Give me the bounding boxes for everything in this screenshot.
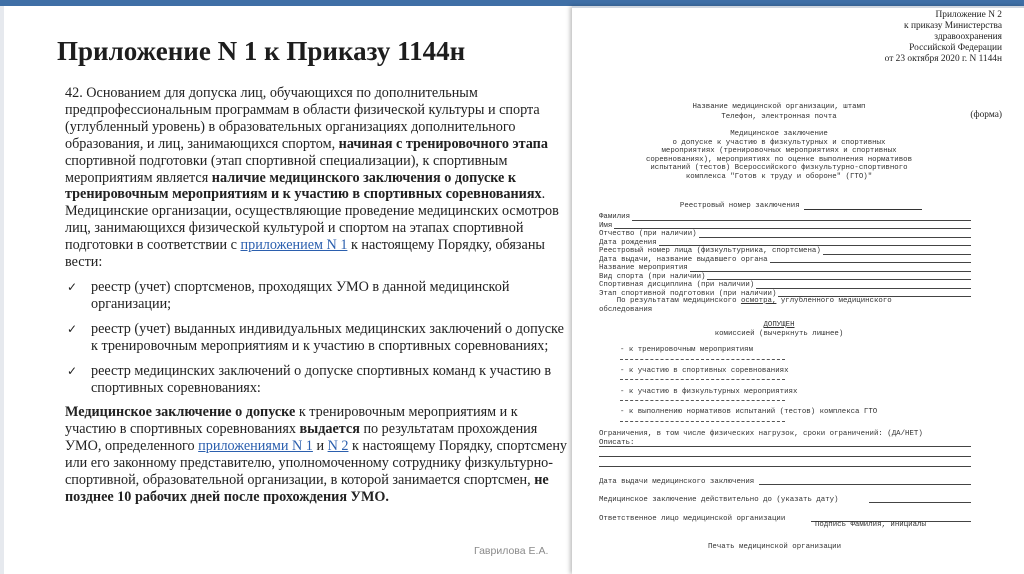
field-patronymic: Отчество (при наличии) — [599, 230, 971, 239]
field-birth-date: Дата рождения — [599, 239, 971, 248]
checkmark-icon: ✓ — [67, 363, 78, 378]
author-footer: Гаврилова Е.А. — [474, 545, 549, 557]
restrictions-block: Ограничения, в том числе физических нагрузок, сроки ограничений: (ДА/НЕТ) Описать: — [599, 430, 923, 447]
bullet-item: ✓ реестр (учет) спортсменов, проходящих УМО в данной медицинской организации; — [67, 278, 510, 312]
registry-bullet-list — [65, 279, 570, 396]
signature-labels: Подпись Фамилия, инициалы — [815, 521, 926, 529]
link-appendices-1[interactable]: приложениями N 1 — [198, 438, 313, 455]
valid-until-line: Медицинское заключение действительно до (указать дату) — [599, 496, 971, 504]
link-appendix-1[interactable]: приложением N 1 — [240, 237, 348, 254]
field-event-name: Название мероприятия — [599, 264, 971, 273]
field-training-stage: Этап спортивной подготовки (при наличии) — [599, 290, 971, 299]
responsible-person-line: Ответственное лицо медицинской организации — [599, 515, 971, 523]
annex-header: Приложение N 2 к приказу Министерства здравоохранения Российской Федерации от 23 октября 2020 г. N 1144н — [884, 10, 1002, 64]
issue-date-line: Дата выдачи медицинского заключения — [599, 478, 971, 486]
emphasis-training-stage: начиная с тренировочного этапа — [338, 135, 548, 152]
stamp-label: Печать медицинской организации — [708, 543, 842, 551]
organization-header: Название медицинской организации, штамп Телефон, электронная почта — [692, 103, 866, 121]
paragraph-42: 42. Основанием для допуска лиц, обучающихся по дополнительным предпрофессиональным программам в области физической культуры и спорта (углубленный уровень) в образовательных организациях дополнительного образования, и лиц, занимающихся спортом, начиная с тренировочного этапа спортивной подготовки (этап спортивной специализации), к спортивным мероприятиям является наличие медицинского заключения о допуске к тренировочным мероприятиям и к участию в спортивных соревнованиях. Медицинские организации, осуществляющие проведение медицинских осмотров лиц, занимающихся физической культурой и спортом на этапах спортивной подготовки в соответствии с приложением N 1 к настоящему Порядку, обязаны вести: — [65, 85, 559, 271]
registry-number-line: Реестровый номер заключения — [676, 202, 926, 210]
exam-results-line: По результатам медицинского осмотра, углубленного медицинского обследования — [599, 297, 892, 314]
bullet-item: ✓ реестр медицинских заключений о допуске спортивных команд к участию в спортивных соревнованиях: — [67, 362, 552, 396]
form-fields — [599, 213, 971, 298]
option-competitions: - к участию в спортивных соревнованиях — [620, 367, 877, 381]
option-training: - к тренировочным мероприятиям — [620, 346, 877, 360]
link-appendix-2[interactable]: N 2 — [327, 438, 349, 455]
field-surname: Фамилия — [599, 213, 971, 222]
slide-body — [65, 85, 570, 506]
option-physical-events: - к участию в физкультурных мероприятиях — [620, 388, 877, 402]
paragraph-conclusion: Медицинское заключение о допуске к тренировочным мероприятиям и к участию в спортивных соревнованиях выдается по результатам прохождения УМО, определенного приложениями N 1 и N 2 к настоящему Порядку, спортсмену или его законному представителю, уполномоченному сотруднику физкультурно-спортивной, образовательной организации, в которой занимается спортсмен, не позднее 10 рабочих дней после прохождения УМО. — [65, 404, 568, 505]
admission-options — [620, 346, 877, 429]
field-discipline: Спортивная дисциплина (при наличии) — [599, 281, 971, 290]
admitted-block: ДОПУЩЕН комиссией (вычеркнуть лишнее) — [606, 321, 952, 339]
form-label: (форма) — [970, 110, 1002, 120]
checkmark-icon: ✓ — [67, 279, 78, 294]
slide-title: Приложение N 1 к Приказу 1144н — [57, 36, 466, 66]
field-sport: Вид спорта (при наличии) — [599, 273, 971, 282]
option-gto-tests: - к выполнению нормативов испытаний (тестов) комплекса ГТО — [620, 408, 877, 422]
bullet-item: ✓ реестр (учет) выданных индивидуальных медицинских заключений о допуске к тренировочным мероприятиям и к участию в спортивных соревнованиях; — [67, 320, 564, 354]
field-name: Имя — [599, 222, 971, 231]
conclusion-title: Медицинское заключение о допуске к участию в физкультурных и спортивных мероприятиях (тренировочных мероприятиях и спортивных соревнованиях), мероприятиях по оценке выполнения нормативов испытаний (тестов) Всероссийского физкультурно-спортивного комплекса "Готов к труду и обороне" (ГТО)" — [645, 130, 913, 181]
registry-number-blank — [804, 202, 922, 210]
emphasis-medical-conclusion: наличие медицинского заключения о допуске к тренировочным мероприятиям и к участию в спортивных соревнованиях — [65, 169, 542, 203]
admitted-heading: ДОПУЩЕН — [763, 321, 795, 329]
checkmark-icon: ✓ — [67, 321, 78, 336]
field-issue-info: Дата выдачи, название выдавшего органа — [599, 256, 971, 265]
field-registry-person: Реестровый номер лица (физкультурника, спортсмена) — [599, 247, 971, 256]
slide-left-accent — [0, 6, 4, 574]
